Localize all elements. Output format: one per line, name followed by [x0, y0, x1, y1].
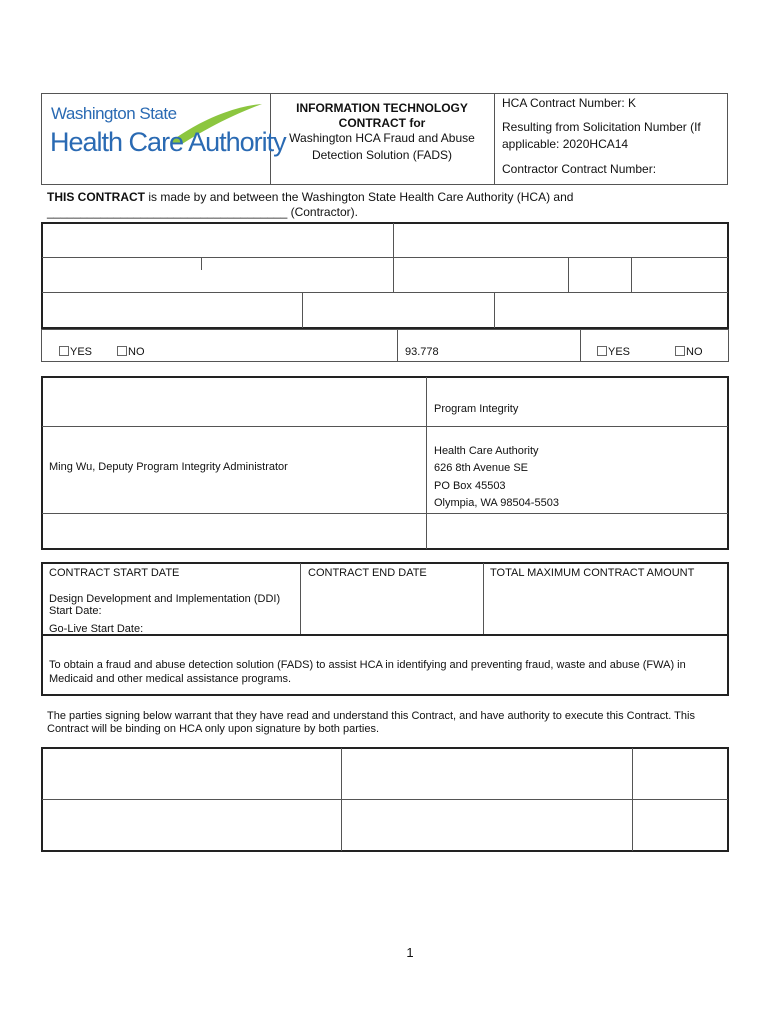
logo-line2: Health Care Authority [50, 127, 286, 157]
no-option-1[interactable] [117, 345, 145, 359]
cfda-number: 93.778 [405, 346, 439, 358]
hca-address-line3: PO Box 45503 [434, 480, 506, 492]
start-date-header: CONTRACT START DATE [49, 567, 180, 579]
ddi-line1: Design Development and Implementation (DDI) [49, 593, 281, 605]
hca-division: Program Integrity [434, 403, 519, 415]
intro-line1 [47, 190, 573, 204]
hca-logo [50, 100, 286, 162]
purpose-line1: To obtain a fraud and abuse detection solution (FADS) to assist HCA in identifying and preventing fraud, waste and abuse (FWA) in [49, 659, 686, 671]
logo-line1: Washington State [51, 104, 177, 123]
yes-option-2[interactable] [597, 345, 630, 359]
hca-contact: Ming Wu, Deputy Program Integrity Administrator [49, 461, 288, 473]
yes-label-1: YES [70, 346, 93, 358]
intro-lead: THIS CONTRACT [47, 190, 145, 204]
hca-contract-number: HCA Contract Number: K [502, 96, 637, 110]
title-line4: Detection Solution (FADS) [311, 148, 453, 162]
golive-start-date: Go-Live Start Date: [49, 623, 144, 635]
contractor-contract-number: Contractor Contract Number: [502, 162, 657, 176]
amount-header: TOTAL MAXIMUM CONTRACT AMOUNT [490, 567, 695, 579]
intro-line1-rest: is made by and between the Washington State Health Care Authority (HCA) and [145, 190, 574, 204]
yes-checkbox-1[interactable] [59, 346, 69, 356]
intro-line2: ____________________________________ (Contractor). [47, 205, 358, 219]
purpose-line2: Medicaid and other medical assistance programs. [49, 673, 292, 685]
no-checkbox-2[interactable] [675, 346, 685, 356]
yes-option-1[interactable] [59, 345, 92, 359]
contractor-table [41, 222, 729, 329]
warrant-line1: The parties signing below warrant that they have read and understand this Contract, and have authority to execute this Contract. This [47, 710, 695, 722]
ddi-line2: Start Date: [49, 605, 102, 617]
no-label-2: NO [686, 346, 703, 358]
no-label-1: NO [128, 346, 145, 358]
hca-address-line1: Health Care Authority [434, 445, 539, 457]
no-option-2[interactable] [675, 345, 703, 359]
end-date-header: CONTRACT END DATE [308, 567, 427, 579]
table-tick [201, 258, 202, 270]
warrant-line2: Contract will be binding on HCA only upon signature by both parties. [47, 723, 380, 735]
solicitation-line2: applicable: 2020HCA14 [502, 137, 629, 151]
solicitation-line1: Resulting from Solicitation Number (If [502, 120, 701, 134]
title-line1: INFORMATION TECHNOLOGY [296, 101, 468, 115]
hca-address-line2: 626 8th Avenue SE [434, 462, 528, 474]
yes-label-2: YES [608, 346, 631, 358]
no-checkbox-1[interactable] [117, 346, 127, 356]
title-line3: Washington HCA Fraud and Abuse [289, 131, 475, 145]
hca-address-line4: Olympia, WA 98504-5503 [434, 497, 559, 509]
page-number: 1 [406, 945, 414, 960]
yes-checkbox-2[interactable] [597, 346, 607, 356]
title-line2: CONTRACT for [338, 116, 426, 130]
